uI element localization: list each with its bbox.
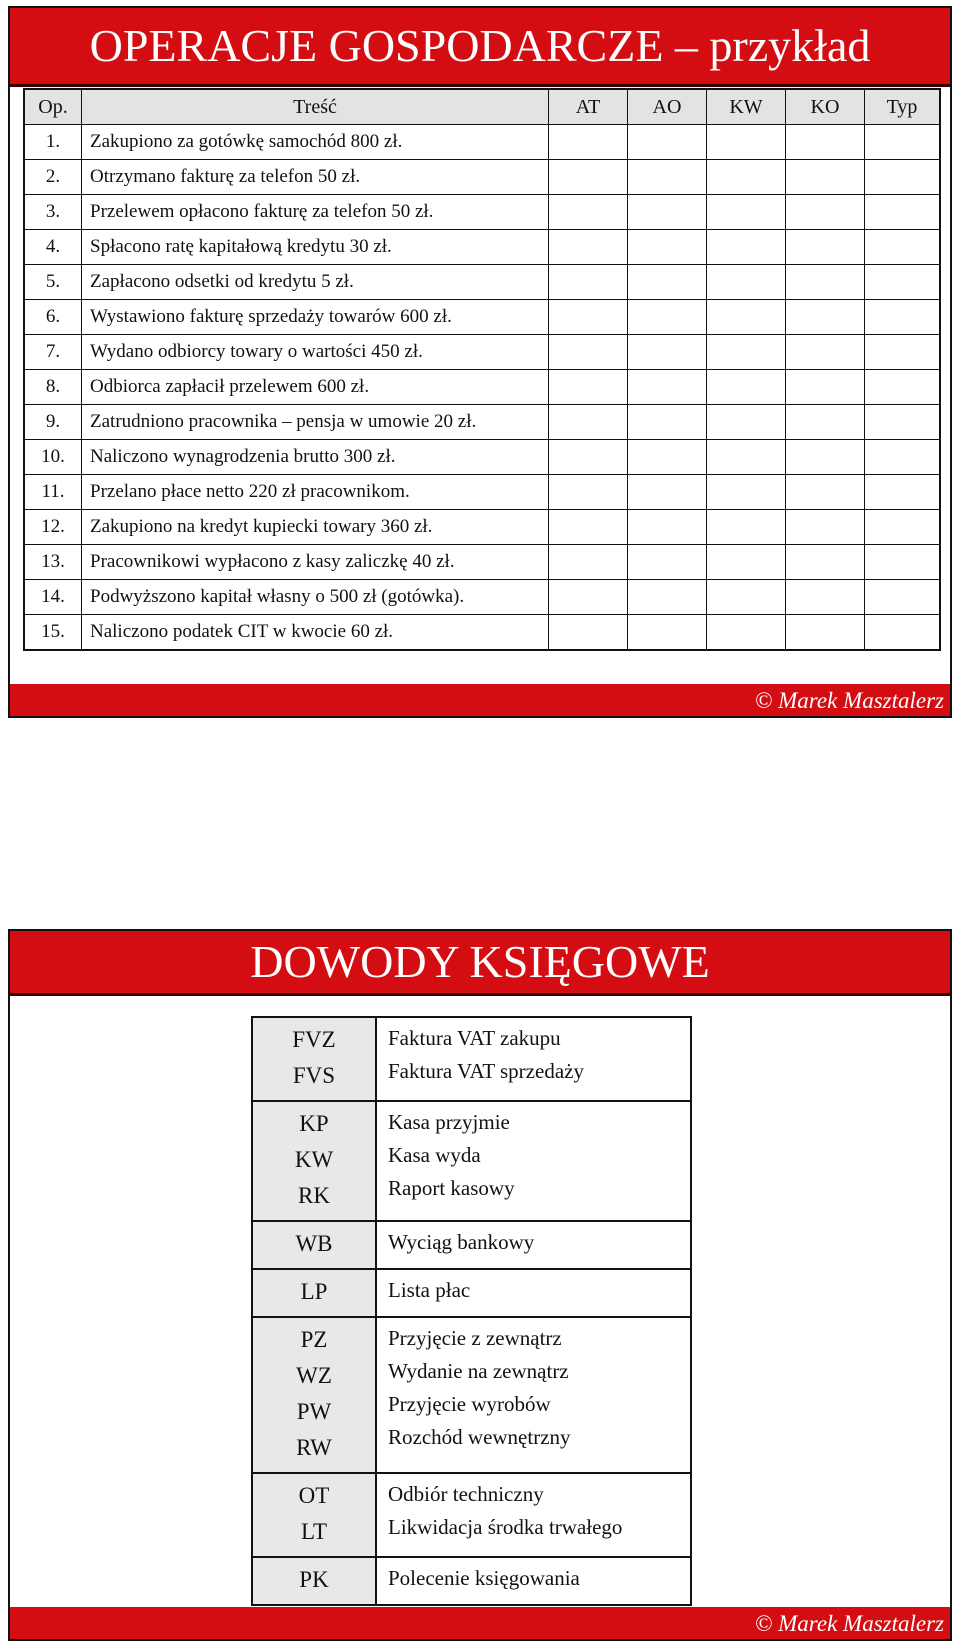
operation-number: 5. [24, 265, 82, 300]
document-description: Lista płac [388, 1278, 471, 1302]
document-description: Przyjęcie wyrobów [388, 1392, 551, 1416]
cell-typ [865, 160, 941, 195]
operation-number: 13. [24, 545, 82, 580]
cell-ko [786, 300, 865, 335]
cell-ko [786, 475, 865, 510]
column-header-op: Op. [24, 89, 82, 125]
cell-typ [865, 195, 941, 230]
operation-description: Otrzymano fakturę za telefon 50 zł. [82, 160, 549, 195]
cell-at [549, 335, 628, 370]
cell-ao [628, 230, 707, 265]
document-code: OT [298, 1483, 330, 1508]
document-descriptions-cell [376, 1317, 691, 1473]
slide-title: DOWODY KSIĘGOWE [10, 931, 950, 996]
document-description: Polecenie księgowania [388, 1566, 580, 1590]
cell-ko [786, 405, 865, 440]
document-description: Wyciąg bankowy [388, 1230, 535, 1254]
operation-number: 8. [24, 370, 82, 405]
document-codes-cell [252, 1557, 376, 1605]
document-code: PK [299, 1567, 329, 1592]
cell-ao [628, 370, 707, 405]
document-descriptions-cell [376, 1221, 691, 1269]
operation-number: 3. [24, 195, 82, 230]
cell-ao [628, 195, 707, 230]
operation-number: 9. [24, 405, 82, 440]
table-row [24, 440, 940, 475]
cell-typ [865, 440, 941, 475]
document-description: Kasa przyjmie [388, 1110, 510, 1134]
cell-kw [707, 615, 786, 651]
cell-at [549, 440, 628, 475]
document-code: RW [296, 1435, 332, 1460]
document-description: Odbiór techniczny [388, 1482, 544, 1506]
operation-description: Zatrudniono pracownika – pensja w umowie 20 zł. [82, 405, 549, 440]
operation-description: Wystawiono fakturę sprzedaży towarów 600 zł. [82, 300, 549, 335]
document-description: Wydanie na zewnątrz [388, 1359, 569, 1383]
documents-table [251, 1016, 692, 1606]
cell-at [549, 265, 628, 300]
column-header-ko: KO [786, 89, 865, 125]
cell-ko [786, 230, 865, 265]
document-group-row [252, 1473, 691, 1557]
document-description: Faktura VAT sprzedaży [388, 1059, 584, 1083]
document-code: KP [299, 1111, 329, 1136]
cell-at [549, 160, 628, 195]
operation-number: 11. [24, 475, 82, 510]
operation-description: Odbiorca zapłacił przelewem 600 zł. [82, 370, 549, 405]
cell-at [549, 370, 628, 405]
cell-kw [707, 125, 786, 160]
cell-at [549, 545, 628, 580]
cell-kw [707, 475, 786, 510]
cell-ko [786, 370, 865, 405]
table-row [24, 545, 940, 580]
cell-at [549, 405, 628, 440]
document-codes-cell [252, 1269, 376, 1317]
cell-at [549, 300, 628, 335]
operation-description: Przelano płace netto 220 zł pracownikom. [82, 475, 549, 510]
operation-description: Zapłacono odsetki od kredytu 5 zł. [82, 265, 549, 300]
document-description: Kasa wyda [388, 1143, 481, 1167]
cell-at [549, 475, 628, 510]
operation-number: 2. [24, 160, 82, 195]
cell-kw [707, 160, 786, 195]
cell-ao [628, 475, 707, 510]
document-descriptions-cell [376, 1017, 691, 1101]
table-row [24, 615, 940, 651]
operation-description: Naliczono wynagrodzenia brutto 300 zł. [82, 440, 549, 475]
cell-ko [786, 160, 865, 195]
operation-description: Pracownikowi wypłacono z kasy zaliczkę 40 zł. [82, 545, 549, 580]
cell-kw [707, 230, 786, 265]
slide-operacje-gospodarcze [8, 6, 952, 718]
document-code: PW [296, 1399, 332, 1424]
cell-ko [786, 125, 865, 160]
cell-ao [628, 510, 707, 545]
table-row [24, 195, 940, 230]
table-row [24, 335, 940, 370]
cell-typ [865, 125, 941, 160]
cell-ao [628, 335, 707, 370]
table-row [24, 510, 940, 545]
document-code: WB [295, 1231, 333, 1256]
cell-ao [628, 125, 707, 160]
cell-kw [707, 510, 786, 545]
document-code: RK [298, 1183, 330, 1208]
cell-kw [707, 265, 786, 300]
cell-ko [786, 510, 865, 545]
document-code: LT [301, 1519, 327, 1544]
document-descriptions-cell [376, 1473, 691, 1557]
slide-footer: © Marek Masztalerz [10, 684, 950, 716]
operation-number: 4. [24, 230, 82, 265]
cell-typ [865, 580, 941, 615]
column-header-typ: Typ [865, 89, 941, 125]
cell-typ [865, 510, 941, 545]
table-row [24, 580, 940, 615]
cell-kw [707, 370, 786, 405]
cell-ao [628, 300, 707, 335]
table-row [24, 300, 940, 335]
operation-number: 14. [24, 580, 82, 615]
operation-description: Zakupiono na kredyt kupiecki towary 360 zł. [82, 510, 549, 545]
table-row [24, 475, 940, 510]
document-description: Likwidacja środka trwałego [388, 1515, 623, 1539]
operation-description: Podwyższono kapitał własny o 500 zł (gotówka). [82, 580, 549, 615]
document-code: FVS [292, 1063, 336, 1088]
table-row [24, 160, 940, 195]
document-code: PZ [300, 1327, 328, 1352]
cell-kw [707, 580, 786, 615]
table-row [24, 230, 940, 265]
cell-typ [865, 475, 941, 510]
document-descriptions-cell [376, 1269, 691, 1317]
table-row [24, 265, 940, 300]
operation-description: Przelewem opłacono fakturę za telefon 50 zł. [82, 195, 549, 230]
document-code: WZ [296, 1363, 332, 1388]
cell-typ [865, 300, 941, 335]
cell-ko [786, 615, 865, 651]
document-group-row [252, 1101, 691, 1221]
operation-number: 6. [24, 300, 82, 335]
cell-ko [786, 580, 865, 615]
document-description: Przyjęcie z zewnątrz [388, 1326, 562, 1350]
document-group-row [252, 1557, 691, 1605]
slide-title: OPERACJE GOSPODARCZE – przykład [10, 8, 950, 87]
slide-dowody-ksiegowe [8, 929, 952, 1641]
cell-kw [707, 440, 786, 475]
operations-table-body [24, 125, 940, 651]
document-description: Raport kasowy [388, 1176, 515, 1200]
cell-typ [865, 370, 941, 405]
table-row [24, 405, 940, 440]
cell-ko [786, 195, 865, 230]
document-group-row [252, 1017, 691, 1101]
cell-at [549, 615, 628, 651]
operation-number: 7. [24, 335, 82, 370]
document-codes-cell [252, 1473, 376, 1557]
document-description: Faktura VAT zakupu [388, 1026, 561, 1050]
operation-description: Naliczono podatek CIT w kwocie 60 zł. [82, 615, 549, 651]
table-row [24, 370, 940, 405]
column-header-at: AT [549, 89, 628, 125]
cell-ao [628, 440, 707, 475]
cell-kw [707, 195, 786, 230]
document-code: FVZ [292, 1027, 336, 1052]
table-row [24, 125, 940, 160]
cell-ao [628, 615, 707, 651]
document-group-row [252, 1221, 691, 1269]
column-header-ao: AO [628, 89, 707, 125]
document-description: Rozchód wewnętrzny [388, 1425, 571, 1449]
cell-at [549, 510, 628, 545]
document-descriptions-cell [376, 1101, 691, 1221]
cell-at [549, 125, 628, 160]
operation-number: 10. [24, 440, 82, 475]
cell-kw [707, 545, 786, 580]
cell-ko [786, 545, 865, 580]
cell-kw [707, 405, 786, 440]
document-codes-cell [252, 1317, 376, 1473]
cell-typ [865, 615, 941, 651]
operation-description: Zakupiono za gotówkę samochód 800 zł. [82, 125, 549, 160]
document-code: LP [300, 1279, 328, 1304]
cell-typ [865, 545, 941, 580]
cell-typ [865, 230, 941, 265]
operation-description: Spłacono ratę kapitałową kredytu 30 zł. [82, 230, 549, 265]
document-codes-cell [252, 1017, 376, 1101]
cell-ao [628, 160, 707, 195]
slide-footer: © Marek Masztalerz [10, 1607, 950, 1639]
cell-kw [707, 300, 786, 335]
cell-ao [628, 545, 707, 580]
document-codes-cell [252, 1221, 376, 1269]
cell-kw [707, 335, 786, 370]
cell-typ [865, 405, 941, 440]
cell-ko [786, 440, 865, 475]
cell-ko [786, 335, 865, 370]
cell-typ [865, 265, 941, 300]
document-group-row [252, 1317, 691, 1473]
operation-number: 1. [24, 125, 82, 160]
cell-at [549, 230, 628, 265]
documents-table-body [252, 1017, 691, 1605]
cell-at [549, 580, 628, 615]
document-descriptions-cell [376, 1557, 691, 1605]
cell-ao [628, 580, 707, 615]
document-codes-cell [252, 1101, 376, 1221]
document-code: KW [294, 1147, 334, 1172]
column-header-kw: KW [707, 89, 786, 125]
cell-ko [786, 265, 865, 300]
table-header-row [24, 89, 940, 125]
operation-number: 15. [24, 615, 82, 651]
cell-at [549, 195, 628, 230]
cell-ao [628, 405, 707, 440]
document-group-row [252, 1269, 691, 1317]
cell-ao [628, 265, 707, 300]
cell-typ [865, 335, 941, 370]
column-header-tresc: Treść [82, 89, 549, 125]
operations-table [23, 88, 941, 651]
operation-description: Wydano odbiorcy towary o wartości 450 zł. [82, 335, 549, 370]
operation-number: 12. [24, 510, 82, 545]
